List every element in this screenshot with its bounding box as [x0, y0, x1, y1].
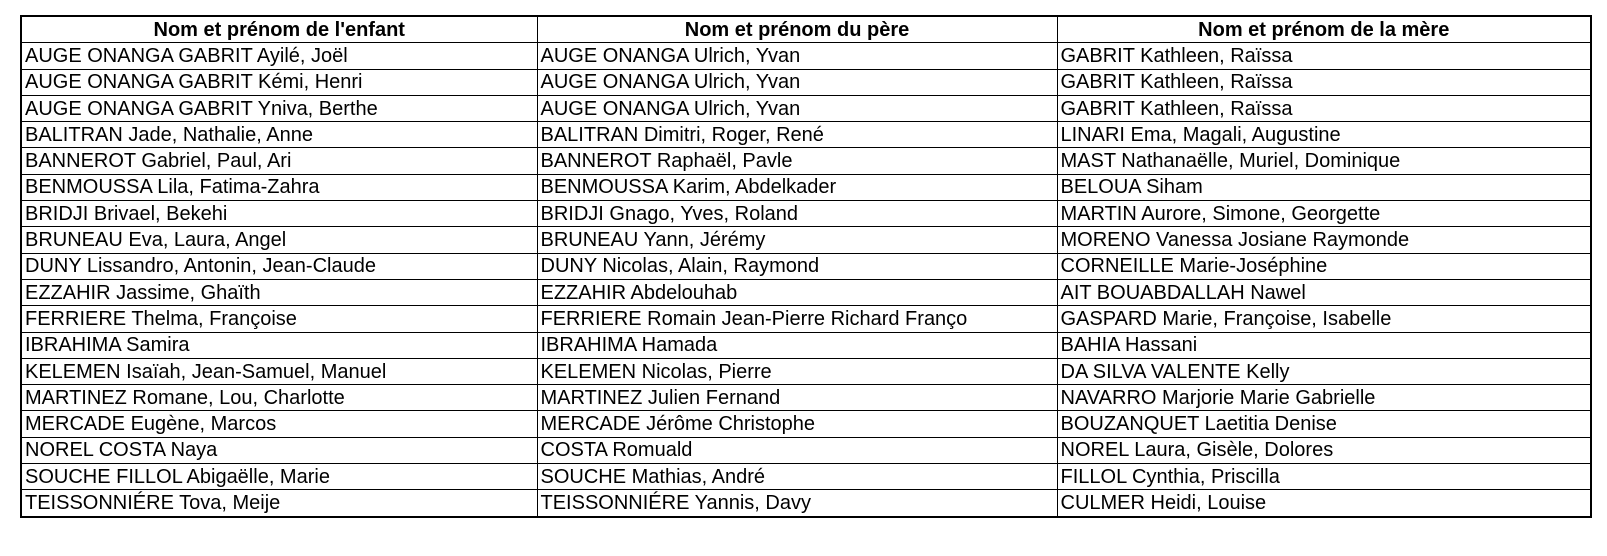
table-row: [21, 227, 1591, 253]
child-name-cell: NOREL COSTA Naya: [21, 437, 537, 463]
mother-name-cell: NOREL Laura, Gisèle, Dolores: [1057, 437, 1591, 463]
father-name-cell: BENMOUSSA Karim, Abdelkader: [537, 174, 1057, 200]
table-row: [21, 253, 1591, 279]
father-name-cell: AUGE ONANGA Ulrich, Yvan: [537, 95, 1057, 121]
mother-name-cell: FILLOL Cynthia, Priscilla: [1057, 464, 1591, 490]
table-row: [21, 385, 1591, 411]
mother-name-cell: CORNEILLE Marie-Joséphine: [1057, 253, 1591, 279]
father-name-cell: SOUCHE Mathias, André: [537, 464, 1057, 490]
father-name-cell: IBRAHIMA Hamada: [537, 332, 1057, 358]
table-row: [21, 122, 1591, 148]
mother-name-cell: AIT BOUABDALLAH Nawel: [1057, 279, 1591, 305]
header-child: Nom et prénom de l'enfant: [21, 16, 537, 43]
father-name-cell: EZZAHIR Abdelouhab: [537, 279, 1057, 305]
mother-name-cell: GABRIT Kathleen, Raïssa: [1057, 43, 1591, 69]
father-name-cell: BRIDJI Gnago, Yves, Roland: [537, 201, 1057, 227]
child-name-cell: AUGE ONANGA GABRIT Kémi, Henri: [21, 69, 537, 95]
table-header: [21, 16, 1591, 43]
mother-name-cell: GASPARD Marie, Françoise, Isabelle: [1057, 306, 1591, 332]
table-row: [21, 306, 1591, 332]
mother-name-cell: MORENO Vanessa Josiane Raymonde: [1057, 227, 1591, 253]
registry-table: [20, 15, 1592, 518]
father-name-cell: BANNEROT Raphaël, Pavle: [537, 148, 1057, 174]
header-mother: Nom et prénom de la mère: [1057, 16, 1591, 43]
mother-name-cell: GABRIT Kathleen, Raïssa: [1057, 69, 1591, 95]
child-name-cell: AUGE ONANGA GABRIT Yniva, Berthe: [21, 95, 537, 121]
table-row: [21, 464, 1591, 490]
child-name-cell: FERRIERE Thelma, Françoise: [21, 306, 537, 332]
child-name-cell: IBRAHIMA Samira: [21, 332, 537, 358]
child-name-cell: MARTINEZ Romane, Lou, Charlotte: [21, 385, 537, 411]
mother-name-cell: DA SILVA VALENTE Kelly: [1057, 358, 1591, 384]
table-row: [21, 201, 1591, 227]
child-name-cell: BRUNEAU Eva, Laura, Angel: [21, 227, 537, 253]
mother-name-cell: GABRIT Kathleen, Raïssa: [1057, 95, 1591, 121]
table-row: [21, 358, 1591, 384]
child-name-cell: MERCADE Eugène, Marcos: [21, 411, 537, 437]
table-row: [21, 43, 1591, 69]
mother-name-cell: MAST Nathanaëlle, Muriel, Dominique: [1057, 148, 1591, 174]
mother-name-cell: MARTIN Aurore, Simone, Georgette: [1057, 201, 1591, 227]
child-name-cell: SOUCHE FILLOL Abigaëlle, Marie: [21, 464, 537, 490]
child-name-cell: TEISSONNIÉRE Tova, Meije: [21, 490, 537, 517]
father-name-cell: AUGE ONANGA Ulrich, Yvan: [537, 69, 1057, 95]
registry-table-wrapper: [20, 15, 1590, 518]
mother-name-cell: CULMER Heidi, Louise: [1057, 490, 1591, 517]
father-name-cell: KELEMEN Nicolas, Pierre: [537, 358, 1057, 384]
child-name-cell: BANNEROT Gabriel, Paul, Ari: [21, 148, 537, 174]
header-father: Nom et prénom du père: [537, 16, 1057, 43]
table-row: [21, 437, 1591, 463]
child-name-cell: BALITRAN Jade, Nathalie, Anne: [21, 122, 537, 148]
child-name-cell: EZZAHIR Jassime, Ghaïth: [21, 279, 537, 305]
table-body: [21, 43, 1591, 517]
mother-name-cell: BOUZANQUET Laetitia Denise: [1057, 411, 1591, 437]
table-row: [21, 174, 1591, 200]
father-name-cell: FERRIERE Romain Jean-Pierre Richard Franço: [537, 306, 1057, 332]
table-row: [21, 490, 1591, 517]
child-name-cell: BRIDJI Brivael, Bekehi: [21, 201, 537, 227]
mother-name-cell: BAHIA Hassani: [1057, 332, 1591, 358]
table-row: [21, 69, 1591, 95]
table-row: [21, 411, 1591, 437]
header-row: [21, 16, 1591, 43]
mother-name-cell: LINARI Ema, Magali, Augustine: [1057, 122, 1591, 148]
table-row: [21, 95, 1591, 121]
table-row: [21, 279, 1591, 305]
mother-name-cell: NAVARRO Marjorie Marie Gabrielle: [1057, 385, 1591, 411]
father-name-cell: DUNY Nicolas, Alain, Raymond: [537, 253, 1057, 279]
child-name-cell: KELEMEN Isaïah, Jean-Samuel, Manuel: [21, 358, 537, 384]
table-row: [21, 332, 1591, 358]
mother-name-cell: BELOUA Siham: [1057, 174, 1591, 200]
father-name-cell: TEISSONNIÉRE Yannis, Davy: [537, 490, 1057, 517]
father-name-cell: MERCADE Jérôme Christophe: [537, 411, 1057, 437]
father-name-cell: BALITRAN Dimitri, Roger, René: [537, 122, 1057, 148]
father-name-cell: BRUNEAU Yann, Jérémy: [537, 227, 1057, 253]
child-name-cell: AUGE ONANGA GABRIT Ayilé, Joël: [21, 43, 537, 69]
father-name-cell: AUGE ONANGA Ulrich, Yvan: [537, 43, 1057, 69]
child-name-cell: BENMOUSSA Lila, Fatima-Zahra: [21, 174, 537, 200]
father-name-cell: COSTA Romuald: [537, 437, 1057, 463]
child-name-cell: DUNY Lissandro, Antonin, Jean-Claude: [21, 253, 537, 279]
table-row: [21, 148, 1591, 174]
father-name-cell: MARTINEZ Julien Fernand: [537, 385, 1057, 411]
